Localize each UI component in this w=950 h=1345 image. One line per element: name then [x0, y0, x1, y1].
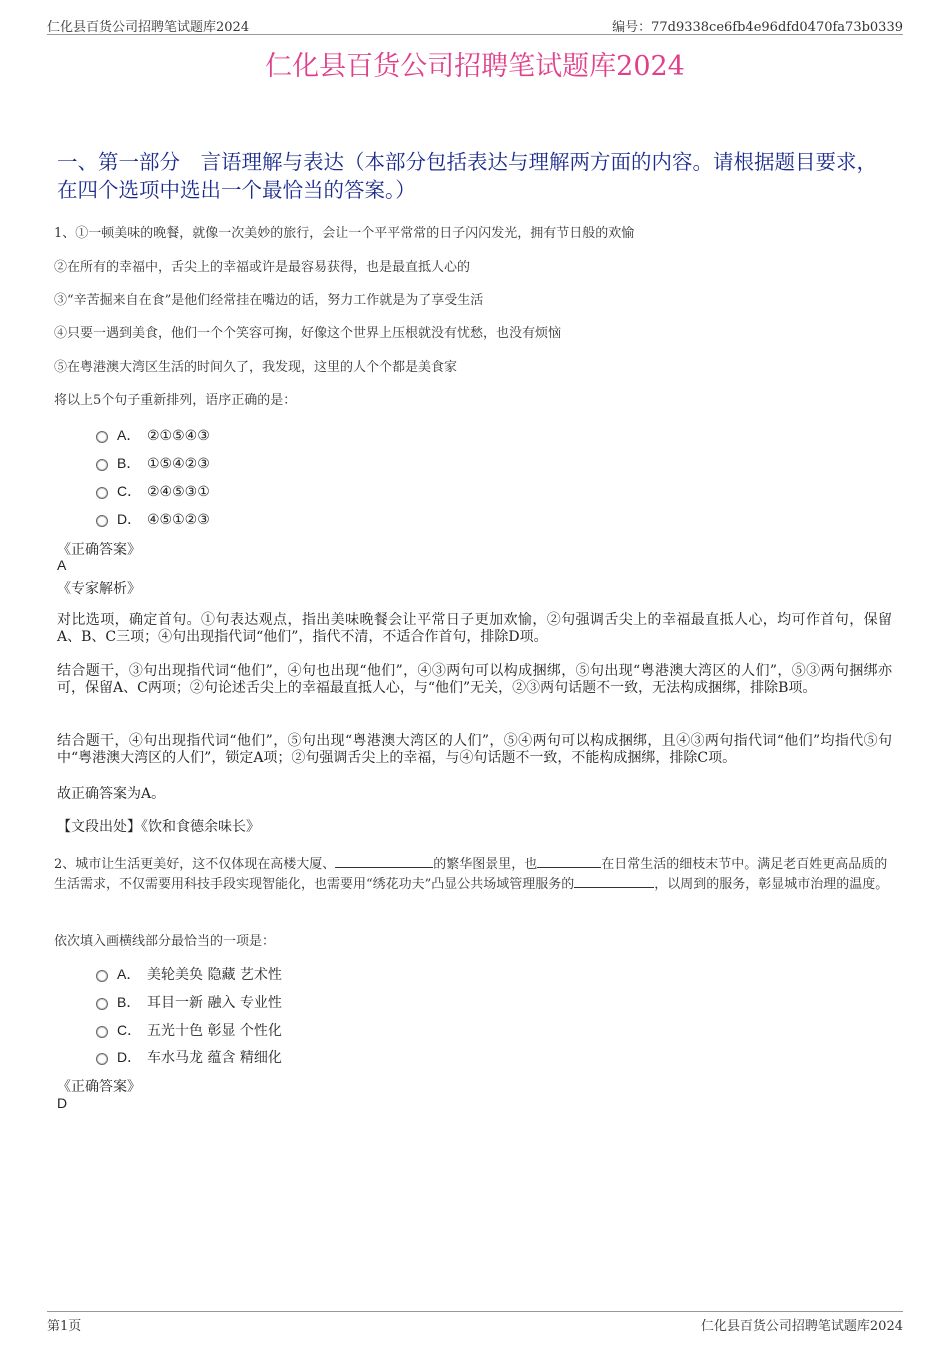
- radio-icon[interactable]: [96, 998, 108, 1010]
- q1-analysis-p1: 对比选项，确定首句。①句表达观点，指出美味晚餐会让平常日子更加欢愉，②句强调舌尖上的幸福最直抵人心，均可作首句，保留A、B、C三项；④句出现指代词“他们”，指代不清，不适合作首句，排除D项。: [57, 612, 892, 645]
- q1-option-a[interactable]: [96, 425, 210, 443]
- option-key: C．: [117, 483, 142, 499]
- q1-option-b[interactable]: [96, 453, 210, 471]
- option-text: 五光十色 彰显 个性化: [147, 1023, 282, 1039]
- q2-stem-part-4: ，以周到的服务，彰显城市治理的温度。: [654, 877, 889, 892]
- q1-option-d[interactable]: [96, 509, 210, 527]
- footer-page-number: 第1页: [47, 1319, 82, 1334]
- footer-doc-title: 仁化县百货公司招聘笔试题库2024: [700, 1319, 903, 1334]
- option-key: B．: [117, 994, 141, 1010]
- q1-analysis-p3: 结合题干，④句出现指代词“他们”，⑤句出现“粤港澳大湾区的人们”，⑤④两句可以构成捆绑，且④③两句指代词“他们”均指代⑤句中“粤港澳大湾区的人们”，锁定A项；②句强调舌尖上的幸福，与④句话题不一致，不能构成捆绑，排除C项。: [57, 733, 892, 766]
- q1-line-5: ⑤在粤港澳大湾区生活的时间久了，我发现，这里的人个个都是美食家: [54, 360, 458, 375]
- radio-icon[interactable]: [96, 1053, 108, 1065]
- option-key: A．: [117, 966, 141, 982]
- q1-analysis-label: 《专家解析》: [57, 581, 141, 597]
- q2-answer: D: [57, 1095, 68, 1111]
- section-heading: 一、第一部分 言语理解与表达（本部分包括表达与理解两方面的内容。请根据题目要求，在四个选项中选出一个最恰当的答案。）: [57, 150, 877, 202]
- q1-line-4: ④只要一遇到美食，他们一个个笑容可掬，好像这个世界上压根就没有忧愁，也没有烦恼: [54, 326, 562, 341]
- radio-icon[interactable]: [96, 431, 108, 443]
- q1-source: 【文段出处】《饮和食德余味长》: [57, 819, 260, 835]
- q1-line-3: ③“辛苦掘来自在食”是他们经常挂在嘴边的话，努力工作就是为了享受生活: [54, 293, 484, 308]
- radio-icon[interactable]: [96, 487, 108, 499]
- blank-2: [537, 855, 601, 868]
- q1-answer: A: [57, 557, 67, 573]
- q2-option-d[interactable]: [96, 1047, 282, 1065]
- q2-option-c[interactable]: [96, 1020, 282, 1038]
- option-text: ①⑤④②③: [147, 456, 210, 472]
- option-text: 美轮美奂 隐藏 艺术性: [147, 967, 282, 983]
- option-text: 车水马龙 蕴含 精细化: [147, 1050, 282, 1066]
- radio-icon[interactable]: [96, 970, 108, 982]
- blank-1: [335, 855, 433, 868]
- radio-icon[interactable]: [96, 515, 108, 527]
- q1-prompt: 将以上5个句子重新排列，语序正确的是：: [54, 393, 297, 408]
- q1-analysis-p4: 故正确答案为A。: [57, 786, 166, 802]
- option-text: 耳目一新 融入 专业性: [147, 995, 282, 1011]
- option-text: ②④⑤③①: [147, 484, 210, 500]
- header-doc-id: 编号：77d9338ce6fb4e96dfd0470fa73b0339: [612, 20, 903, 35]
- q2-stem: [54, 855, 890, 895]
- option-key: A．: [117, 427, 141, 443]
- page-footer: [47, 1311, 903, 1332]
- option-key: D．: [117, 511, 142, 527]
- q1-line-2: ②在所有的幸福中，舌尖上的幸福或许是最容易获得，也是最直抵人心的: [54, 260, 471, 275]
- option-key: B．: [117, 455, 141, 471]
- page-header: [47, 14, 903, 35]
- radio-icon[interactable]: [96, 459, 108, 471]
- q2-stem-part-3: 在日常生活的细枝末节中。满足老百姓更高品质的生活需求，不仅需要用科技手段实现智能化，也需要用“绣花功夫”凸显公共场域管理服务的: [54, 857, 888, 892]
- q2-option-a[interactable]: [96, 964, 282, 982]
- option-text: ②①⑤④③: [147, 428, 210, 444]
- q1-answer-label: 《正确答案》: [57, 542, 141, 558]
- q2-stem-part-1: 2、城市让生活更美好，这不仅体现在高楼大厦、: [54, 857, 336, 872]
- option-key: C．: [117, 1022, 142, 1038]
- blank-3: [574, 875, 654, 888]
- option-text: ④⑤①②③: [147, 512, 210, 528]
- q1-line-1: 1、①一顿美味的晚餐，就像一次美妙的旅行，会让一个平平常常的日子闪闪发光，拥有节日般的欢愉: [54, 226, 635, 241]
- q1-analysis-p2: 结合题干，③句出现指代词“他们”，④句也出现“他们”，④③两句可以构成捆绑，⑤句出现“粤港澳大湾区的人们”，⑤③两句捆绑亦可，保留A、C两项；②句论述舌尖上的幸福最直抵人心，与“他们”无关，②③两句话题不一致，无法构成捆绑，排除B项。: [57, 663, 892, 696]
- q2-stem-part-2: 的繁华图景里，也: [433, 857, 538, 872]
- header-doc-title: 仁化县百货公司招聘笔试题库2024: [47, 20, 250, 35]
- q2-option-b[interactable]: [96, 992, 282, 1010]
- option-key: D．: [117, 1049, 142, 1065]
- q2-prompt: 依次填入画横线部分最恰当的一项是：: [54, 934, 276, 949]
- q1-option-c[interactable]: [96, 481, 210, 499]
- page-title: 仁化县百货公司招聘笔试题库2024: [265, 51, 685, 82]
- q2-answer-label: 《正确答案》: [57, 1079, 141, 1095]
- radio-icon[interactable]: [96, 1026, 108, 1038]
